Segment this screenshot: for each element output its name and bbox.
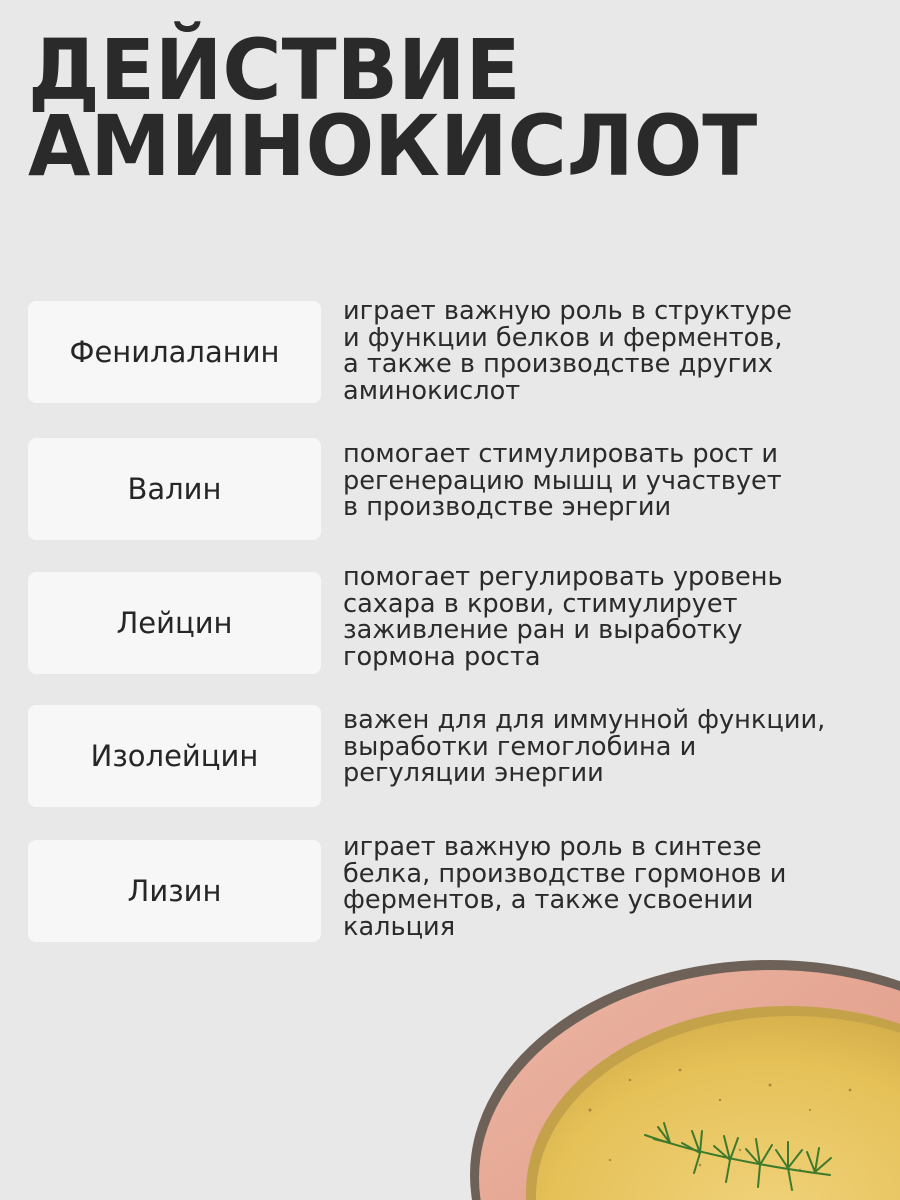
amino-name-card [28, 572, 321, 674]
page-title-line-2: АМИНОКИСЛОТ [28, 97, 758, 195]
page-title [28, 21, 758, 195]
amino-name: Лейцин [116, 606, 233, 640]
amino-name-card [28, 301, 321, 403]
amino-name: Изолейцин [90, 739, 259, 773]
amino-description: помогает стимулировать рост и регенерацию мышц и участвует в производстве энергии [343, 439, 782, 522]
amino-name: Валин [127, 472, 222, 506]
amino-name-card [28, 840, 321, 942]
amino-name-card [28, 705, 321, 807]
soup-bowl-image [470, 960, 900, 1200]
amino-description: играет важную роль в структуре и функции белков и ферментов, а также в производстве других аминокислот [343, 296, 793, 406]
soup-bowl-icon [470, 960, 900, 1200]
amino-name: Лизин [127, 874, 222, 908]
amino-name-card [28, 438, 321, 540]
amino-description: помогает регулировать уровень сахара в крови, стимулирует заживление ран и выработку гормона роста [343, 562, 783, 672]
amino-description: играет важную роль в синтезе белка, производстве гормонов и ферментов, а также усвоении кальция [343, 832, 787, 942]
page-title-line-1: ДЕЙСТВИЕ [28, 21, 521, 119]
amino-name: Фенилаланин [69, 335, 280, 369]
amino-description: важен для для иммунной функции, выработки гемоглобина и регуляции энергии [343, 705, 826, 788]
